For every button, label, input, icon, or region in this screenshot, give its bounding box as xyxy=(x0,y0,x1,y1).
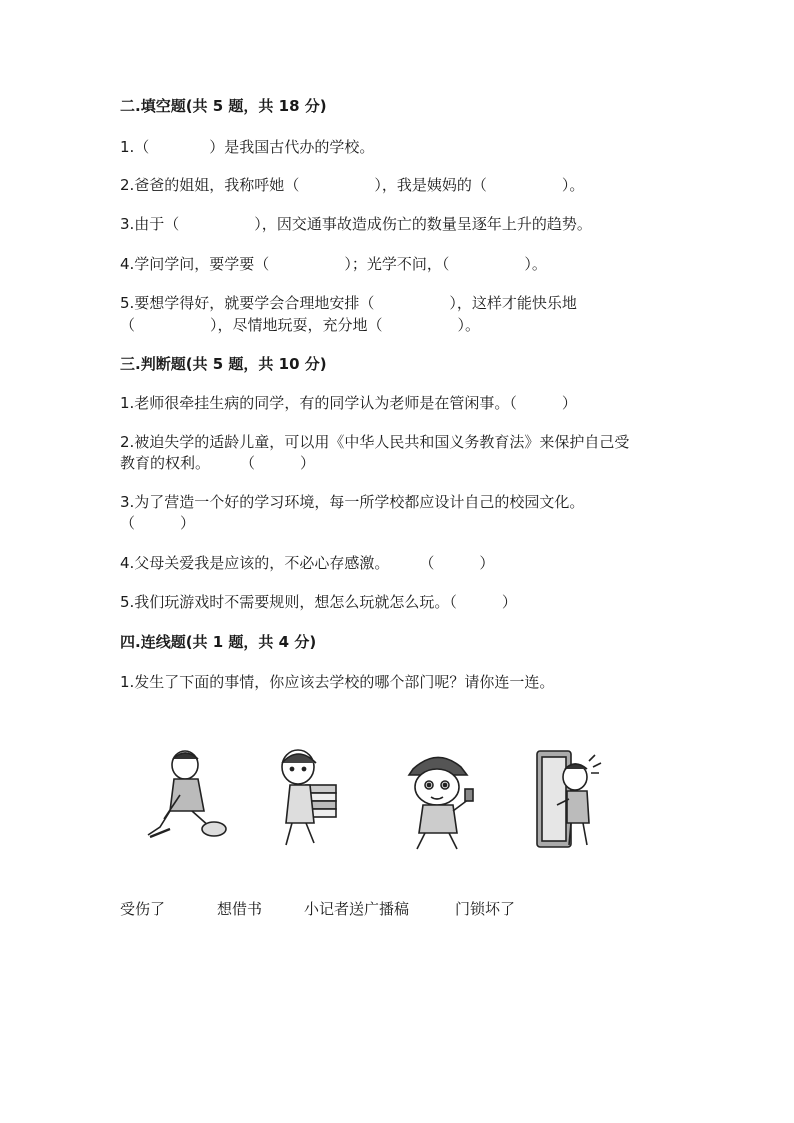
section3-heading: 三.判断题(共 5 题，共 10 分) xyxy=(120,355,327,373)
fill-question-3: 3.由于（ ），因交通事故造成伤亡的数量呈逐年上升的趋势。 xyxy=(120,215,592,233)
label-borrow-book: 想借书 xyxy=(217,900,263,918)
judge-question-2-line1: 2.被迫失学的适龄儿童，可以用《中华人民共和国义务教育法》来保护自己受 xyxy=(120,433,630,451)
fill-question-2: 2.爸爸的姐姐，我称呼她（ ），我是姨妈的（ ）。 xyxy=(120,176,585,194)
illustrations-row xyxy=(120,745,640,865)
label-injured: 受伤了 xyxy=(120,900,166,918)
section4-heading: 四.连线题(共 1 题，共 4 分) xyxy=(120,633,317,651)
fill-question-5-line1: 5.要想学得好，就要学会合理地安排（ ），这样才能快乐地 xyxy=(120,294,577,312)
fill-question-5-line2: （ ），尽情地玩耍，充分地（ ）。 xyxy=(120,316,481,334)
boy-reporter-illustration xyxy=(395,745,490,855)
fill-question-1: 1.（ ）是我国古代办的学校。 xyxy=(120,138,375,156)
match-labels-row xyxy=(0,898,794,924)
injured-boy-illustration xyxy=(140,745,235,845)
fill-question-4: 4.学问学问，要学要（ ）；光学不问，（ ）。 xyxy=(120,255,547,273)
match-question-1: 1.发生了下面的事情，你应该去学校的哪个部门呢？请你连一连。 xyxy=(120,673,555,691)
judge-question-3-line1: 3.为了营造一个好的学习环境，每一所学校都应设计自己的校园文化。 xyxy=(120,493,585,511)
label-reporter: 小记者送广播稿 xyxy=(304,900,410,918)
judge-question-2-line2: 教育的权利。 （ ） xyxy=(120,454,316,472)
judge-question-3-line2: （ ） xyxy=(120,514,196,532)
section2-heading: 二.填空题(共 5 题，共 18 分) xyxy=(120,97,327,115)
judge-question-5: 5.我们玩游戏时不需要规则，想怎么玩就怎么玩。（ ） xyxy=(120,593,517,611)
girl-with-books-illustration xyxy=(270,745,350,855)
broken-door-illustration xyxy=(525,745,615,855)
judge-question-1: 1.老师很牵挂生病的同学，有的同学认为老师是在管闲事。（ ） xyxy=(120,394,577,412)
judge-question-4: 4.父母关爱我是应该的，不必心存感激。 （ ） xyxy=(120,554,495,572)
label-door-lock: 门锁坏了 xyxy=(455,900,516,918)
